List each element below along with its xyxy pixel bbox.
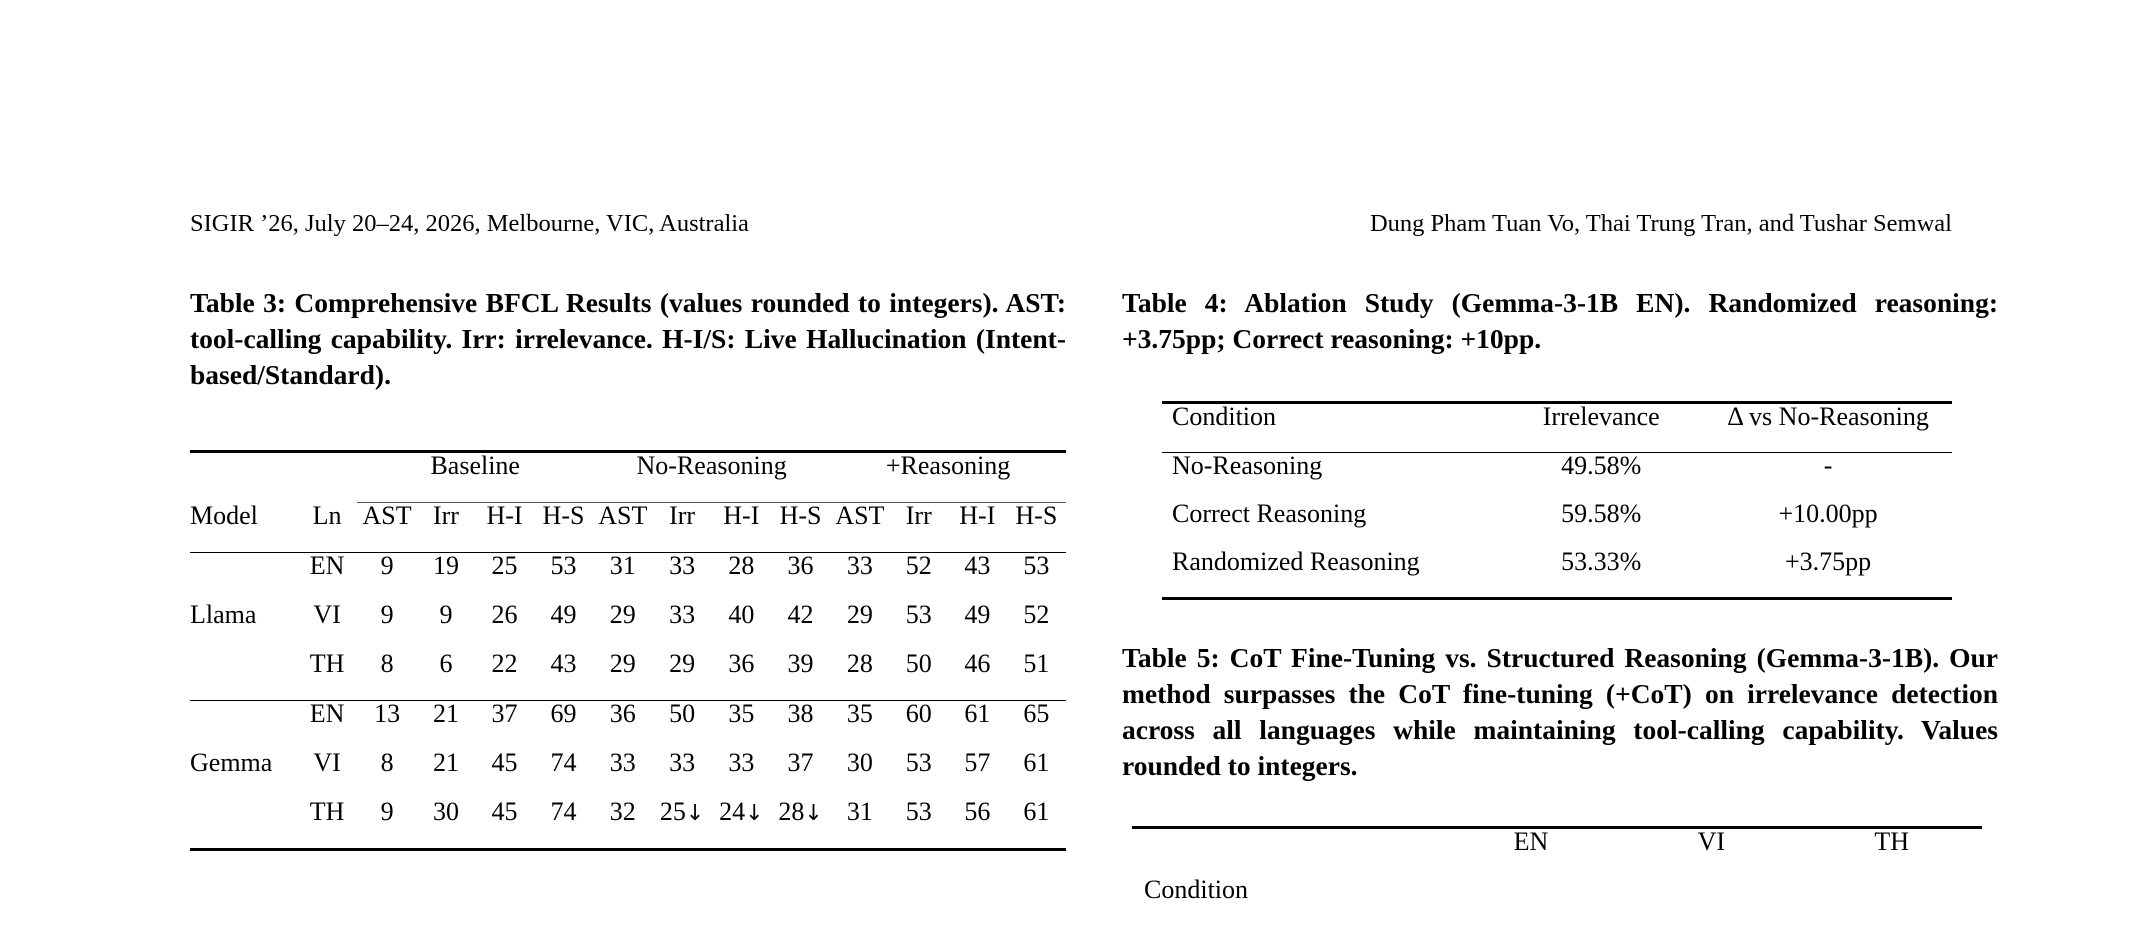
table3-cell-plus-reasoning: 52 [1023, 600, 1050, 630]
table3-col-b-ast: AST [362, 501, 412, 531]
table3-bottom-rule-cell [712, 850, 771, 852]
table3-cell-plus-reasoning: 60 [890, 701, 948, 751]
table3-col-model: Model [190, 501, 258, 531]
table3-bottom-rule-cell [890, 850, 948, 852]
table3-lang-label: TH [309, 797, 345, 827]
table3-cell-no-reasoning: 33 [669, 600, 696, 630]
table3-cell-no-reasoning: 28↓ [778, 797, 823, 827]
table3-col-n-hs: H-S [779, 501, 822, 531]
table3-bottom-rule-cell [653, 850, 712, 852]
table3-cell-no-reasoning: 40 [728, 600, 755, 630]
table4-cell-condition: Correct Reasoning [1172, 499, 1367, 529]
table3-row [190, 799, 1066, 850]
table3-col-p-hs: H-S [1015, 501, 1058, 531]
table3-cell-no-reasoning: 29 [669, 649, 696, 679]
table3-cell-baseline: 26 [491, 600, 518, 630]
table3-cell-baseline: 30 [432, 797, 459, 827]
table3-cell-no-reasoning: 38 [771, 701, 830, 751]
table4-cell-condition: No-Reasoning [1162, 453, 1498, 502]
table3-cell-no-reasoning: 33 [653, 553, 712, 603]
table3-cell-plus-reasoning: 53 [905, 748, 932, 778]
table5-column-header-row [1132, 877, 1982, 925]
table3-bottom-rule-cell [475, 850, 534, 852]
table3-group-no-reasoning: No-Reasoning [593, 452, 830, 503]
table4-cell-irrelevance: 53.33% [1561, 547, 1642, 577]
table4-col-irrelevance: Irrelevance [1498, 403, 1704, 453]
table3-bottom-rule-cell [830, 850, 889, 852]
table3-bottom-rule-cell [190, 850, 297, 852]
down-arrow-icon: ↓ [804, 801, 823, 827]
table3-cell-no-reasoning: 29 [609, 649, 636, 679]
table3-col-ln: Ln [312, 501, 342, 531]
table3-cell-baseline: 21 [432, 748, 459, 778]
table3-col-n-irr: Irr [669, 501, 696, 531]
table3-model-empty [190, 651, 297, 701]
table3-row [190, 701, 1066, 751]
table3-cell-baseline: 69 [534, 701, 593, 751]
table3-model-empty [190, 701, 297, 751]
table3-col-p-irr: Irr [905, 501, 932, 531]
table4-cell-irrelevance: 49.58% [1498, 453, 1704, 502]
table3-cell-baseline: 45 [491, 748, 518, 778]
table5-lang-empty [1132, 828, 1441, 878]
table3-lang-label: EN [297, 701, 358, 751]
table3-cell-baseline: 37 [475, 701, 534, 751]
table4-cell-delta: +3.75pp [1784, 547, 1872, 577]
table3-cell-no-reasoning: 24↓ [719, 797, 764, 827]
table3-bottom-rule-cell [1007, 850, 1066, 852]
table4-row [1162, 501, 1952, 549]
table3-lang-label: TH [309, 649, 345, 679]
table3-model-empty [190, 799, 297, 850]
table3-bottom-rule-cell [357, 850, 416, 852]
table3-cell-plus-reasoning: 61 [1023, 797, 1050, 827]
table3-cell-baseline: 19 [417, 553, 475, 603]
table5-col-vi-sub [1621, 877, 1801, 925]
table3-model-label: Llama [190, 600, 257, 630]
table3-cell-plus-reasoning: 49 [964, 600, 991, 630]
table3-cell-plus-reasoning: 35 [830, 701, 889, 751]
table4-caption: Table 4: Ablation Study (Gemma-3-1B EN). Randomized reasoning: +3.75pp; Correct reasoning: +10pp. [1122, 287, 1998, 355]
table3-col-n-hi: H-I [723, 501, 760, 531]
table3-cell-no-reasoning: 28 [712, 553, 771, 603]
table3-cell-plus-reasoning: 28 [846, 649, 873, 679]
table3-cell-plus-reasoning: 57 [964, 748, 991, 778]
table3-cell-no-reasoning: 37 [787, 748, 814, 778]
table3-cell-plus-reasoning: 46 [964, 649, 991, 679]
down-arrow-icon: ↓ [745, 801, 764, 827]
running-head-right: Dung Pham Tuan Vo, Thai Trung Tran, and Tushar Semwal [1369, 210, 1952, 237]
table3-cell-no-reasoning: 39 [787, 649, 814, 679]
table3-lang-label: EN [297, 553, 358, 603]
table3-row [190, 750, 1066, 799]
table3-cell-baseline: 9 [439, 600, 453, 630]
right-column [1122, 285, 1998, 925]
table3-cell-baseline: 74 [550, 748, 577, 778]
table5-col-condition: Condition [1144, 875, 1249, 905]
table3-group-empty-ln [297, 452, 358, 503]
table3-cell-no-reasoning: 42 [787, 600, 814, 630]
table3-bottom-rule [190, 850, 1066, 852]
table3-cell-plus-reasoning: 52 [890, 553, 948, 603]
table3-cell-baseline: 74 [550, 797, 577, 827]
table5-clipped-region [1122, 826, 1998, 925]
table5 [1132, 826, 1982, 925]
table3-model-empty [190, 553, 297, 603]
table3-cell-no-reasoning: 29 [609, 600, 636, 630]
table3-col-b-irr: Irr [432, 501, 459, 531]
table4-cell-irrelevance: 59.58% [1561, 499, 1642, 529]
table3-cell-no-reasoning: 33 [609, 748, 636, 778]
table3-lang-label: VI [313, 748, 341, 778]
table3-cell-no-reasoning: 31 [593, 553, 652, 603]
table3-bottom-rule-cell [771, 850, 830, 852]
table3-cell-baseline: 49 [550, 600, 577, 630]
table3-cell-plus-reasoning: 53 [905, 797, 932, 827]
table3-row [190, 651, 1066, 701]
table3-bottom-rule-cell [948, 850, 1007, 852]
table3-group-plus-reasoning: +Reasoning [830, 452, 1066, 503]
table3-cell-plus-reasoning: 53 [905, 600, 932, 630]
table3-cell-plus-reasoning: 51 [1023, 649, 1050, 679]
table3-cell-plus-reasoning: 53 [1007, 553, 1066, 603]
table4-header-row [1162, 403, 1952, 453]
table3-bottom-rule-cell [534, 850, 593, 852]
table4-cell-condition: Randomized Reasoning [1172, 547, 1420, 577]
table3-cell-baseline: 13 [357, 701, 416, 751]
table3-cell-plus-reasoning: 50 [905, 649, 932, 679]
table3-model-label: Gemma [190, 748, 273, 778]
table3-cell-baseline: 21 [417, 701, 475, 751]
table3-group-baseline: Baseline [357, 452, 593, 503]
table3-bottom-rule-cell [417, 850, 475, 852]
table3-cell-no-reasoning: 32 [609, 797, 636, 827]
table3-cell-plus-reasoning: 61 [948, 701, 1007, 751]
table3-cell-baseline: 9 [380, 797, 394, 827]
table3-cell-baseline: 22 [491, 649, 518, 679]
table4-bottom-rule-cell [1162, 599, 1498, 601]
table5-col-th-sub [1802, 877, 1983, 925]
table4-bottom-rule [1162, 599, 1952, 601]
table3-group-header-row [190, 452, 1066, 503]
left-column [190, 285, 1066, 851]
table3-cell-no-reasoning: 25↓ [659, 797, 705, 827]
table3-cell-no-reasoning: 50 [653, 701, 712, 751]
table4-bottom-rule-cell [1498, 599, 1704, 601]
table3-cell-plus-reasoning: 30 [846, 748, 873, 778]
table3-cell-plus-reasoning: 65 [1007, 701, 1066, 751]
table3-cell-no-reasoning: 36 [771, 553, 830, 603]
table3-col-n-ast: AST [598, 501, 648, 531]
table3-column-header-row [190, 503, 1066, 553]
table3-cell-baseline: 8 [380, 649, 394, 679]
table3-col-b-hs: H-S [542, 501, 585, 531]
table3-caption: Table 3: Comprehensive BFCL Results (values rounded to integers). AST: tool-calling capability. Irr: irrelevance. H-I/S: Live Hallucination (Intent-based/Standard). [190, 287, 1066, 391]
table3-cell-baseline: 25 [475, 553, 534, 603]
table4-bottom-rule-cell [1704, 599, 1952, 601]
table3-cell-plus-reasoning: 29 [846, 600, 873, 630]
running-head-left: SIGIR ’26, July 20–24, 2026, Melbourne, VIC, Australia [190, 210, 749, 237]
table4-col-delta: Δ vs No-Reasoning [1704, 403, 1952, 453]
table3-cell-no-reasoning: 35 [712, 701, 771, 751]
table3-cell-baseline: 43 [550, 649, 577, 679]
table3-lang-label: VI [313, 600, 341, 630]
table3-group-empty-model [190, 452, 297, 503]
table3-cell-no-reasoning: 36 [728, 649, 755, 679]
table5-col-en: EN [1441, 828, 1621, 878]
table4 [1162, 401, 1952, 600]
table4-cell-delta: - [1704, 453, 1952, 502]
table3-row [190, 602, 1066, 651]
table3-cell-baseline: 45 [491, 797, 518, 827]
table3-cell-baseline: 6 [439, 649, 453, 679]
table4-row [1162, 453, 1952, 502]
table3-cell-plus-reasoning: 61 [1023, 748, 1050, 778]
table3-cell-plus-reasoning: 56 [964, 797, 991, 827]
table3-cell-baseline: 53 [534, 553, 593, 603]
table5-col-th: TH [1802, 828, 1983, 878]
table3-col-b-hi: H-I [486, 501, 523, 531]
table3-cell-baseline: 9 [357, 553, 416, 603]
table3-row [190, 553, 1066, 603]
table3-cell-baseline: 8 [380, 748, 394, 778]
table3-cell-no-reasoning: 36 [593, 701, 652, 751]
down-arrow-icon: ↓ [685, 801, 705, 827]
table3-bottom-rule-cell [297, 850, 358, 852]
table3-cell-plus-reasoning: 33 [830, 553, 889, 603]
table3-cell-baseline: 9 [380, 600, 394, 630]
table3 [190, 450, 1066, 851]
table4-col-condition: Condition [1162, 403, 1498, 453]
table3-bottom-rule-cell [593, 850, 652, 852]
table3-cell-plus-reasoning: 31 [846, 797, 873, 827]
table3-cell-no-reasoning: 33 [669, 748, 696, 778]
table4-cell-delta: +10.00pp [1778, 499, 1878, 529]
table3-col-p-ast: AST [835, 501, 885, 531]
table5-col-en-sub [1441, 877, 1621, 925]
table5-col-vi: VI [1621, 828, 1801, 878]
table3-cell-plus-reasoning: 43 [948, 553, 1007, 603]
table3-col-p-hi: H-I [959, 501, 996, 531]
table5-lang-header-row [1132, 828, 1982, 878]
table5-caption: Table 5: CoT Fine-Tuning vs. Structured Reasoning (Gemma-3-1B). Our method surpasses the CoT fine-tuning (+CoT) on irrelevance detection across all languages while maintaining tool-calling capability. Values rounded to integers. [1122, 642, 1998, 782]
table3-cell-no-reasoning: 33 [728, 748, 755, 778]
table4-row [1162, 549, 1952, 599]
